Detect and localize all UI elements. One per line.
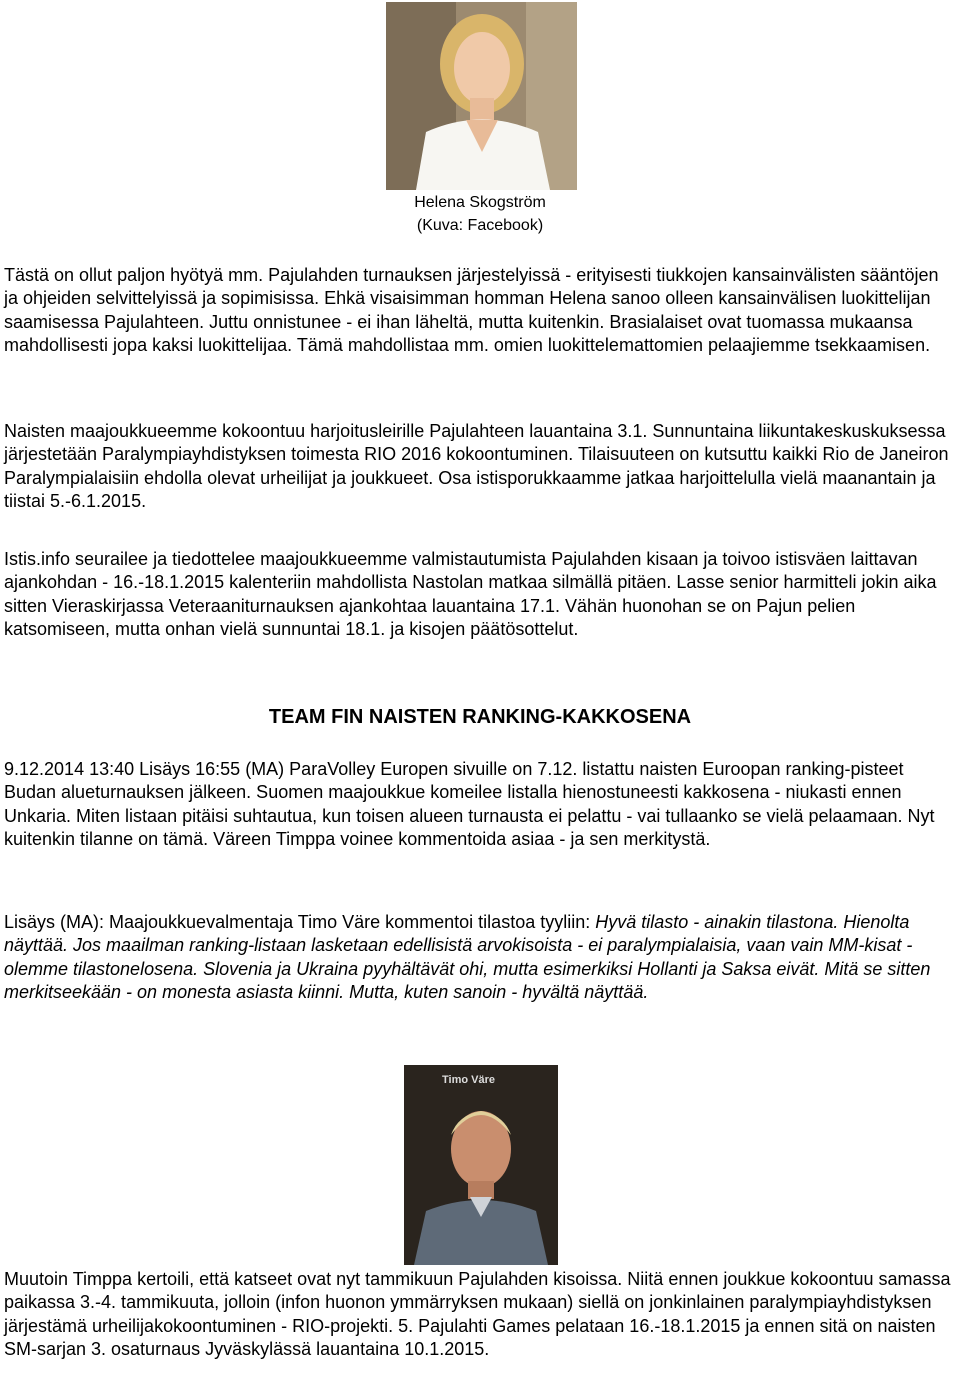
photo-caption-name: Helena Skogström bbox=[414, 194, 546, 211]
paragraph-5-intro: Lisäys (MA): Maajoukkuevalmentaja Timo Väre kommentoi tilastoa tyyliin: bbox=[4, 912, 596, 932]
helena-photo bbox=[386, 2, 577, 190]
paragraph-1: Tästä on ollut paljon hyötyä mm. Pajulahden turnauksen järjestelyissä - erityisesti tiukkojen kansainvälisten sääntöjen ja ohjeiden selvittelyissä ja sopimisissa. Ehkä visaisimman homman Helena sanoo olleen kansainvälisen luokittelijan saamisessa Pajulahteen. Juttu onnistunee - ei ihan läheltä, mutta kuitenkin. Brasialaiset ovat tuomassa mukaansa mahdollisesti jopa kaksi luokittelijaa. Tämä mahdollistaa mm. omien luokittelemattomien pelaajiemme tsekkaamisen. bbox=[4, 265, 939, 355]
helena-portrait-image bbox=[386, 2, 577, 190]
paragraph-3: Istis.info seurailee ja tiedottelee maajoukkueemme valmistautumista Pajulahden kisaan ja toivoo istisväen laittavan ajankohdan - 16.-18.1.2015 kalenteriin mahdollista Nastolan matkaa silmällä pitäen. Lasse senior harmitteli jokin aika sitten Vieraskirjassa Veteraaniturnauksen ajankohtaa lauantaina 17.1. Vähän huonohan se on Pajun pelien katsomiseen, mutta onhan vielä sunnuntai 18.1. ja kisojen päätösottelut. bbox=[4, 549, 937, 639]
section-heading: TEAM FIN NAISTEN RANKING-KAKKOSENA bbox=[268, 706, 692, 728]
timo-portrait-image bbox=[404, 1065, 558, 1265]
paragraph-2: Naisten maajoukkueemme kokoontuu harjoitusleirille Pajulahteen lauantaina 3.1. Sunnuntaina liikuntakeskuskuksessa järjestetään Paralympiayhdistyksen toimesta RIO 2016 kokoontuminen. Tilaisuuteen on kutsuttu kaikki Rio de Janeiron Paralympialaisiin ehdolla olevat urheilijat ja joukkueet. Osa istisporukkaamme jatkaa harjoittelulla vielä maanantain ja tiistai 5.-6.1.2015. bbox=[4, 421, 949, 511]
paragraph-5 bbox=[4, 911, 952, 1004]
paragraph-4: 9.12.2014 13:40 Lisäys 16:55 (MA) ParaVolley Europen sivuille on 7.12. listattu naisten Euroopan ranking-pisteet Budan alueturnauksen jälkeen. Suomen maajoukkue komeilee listalla hienostuneesti kakkosena - niukasti ennen Unkaria. Miten listaan pitäisi suhtautua, kun toisen alueen turnausta ei pelattu - vai tullaanko se vielä pelaamaan. Nyt kuitenkin tilanne on tämä. Väreen Timppa voinee kommentoida asiaa - ja sen merkitystä. bbox=[4, 759, 935, 849]
paragraph-6: Muutoin Timppa kertoili, että katseet ovat nyt tammikuun Pajulahden kisoissa. Niitä ennen joukkue kokoontuu samassa paikassa 3.-4. tammikuuta, jolloin (infon huonon ymmärryksen mukaan) siellä on jonkinlainen paralympiayhdistyksen järjestämä urheilijakokoontuminen - RIO-projekti. 5. Pajulahti Games pelataan 16.-18.1.2015 ja ennen sitä on naisten SM-sarjan 3. osaturnaus Jyväskylässä lauantaina 10.1.2015. bbox=[4, 1269, 951, 1359]
timo-vare-photo bbox=[404, 1065, 558, 1265]
photo-caption-credit: (Kuva: Facebook) bbox=[416, 217, 544, 234]
coach-quote: Hyvä tilasto - ainakin tilastona. Hienolta näyttää. Jos maailman ranking-listaan lasketaan edellisistä arvokisoista - ei paralympialaisia, vaan vain MM-kisat - olemme tilastonelosena. Slovenia ja Ukraina pyyhältävät ohi, mutta esimerkiksi Hollanti ja Saksa eivät. Mitä se sitten merkitseekään - on monesta asiasta kiinni. Mutta, kuten sanoin - hyvältä näyttää. bbox=[4, 912, 931, 1002]
photo-label: Timo Väre bbox=[442, 1074, 495, 1086]
